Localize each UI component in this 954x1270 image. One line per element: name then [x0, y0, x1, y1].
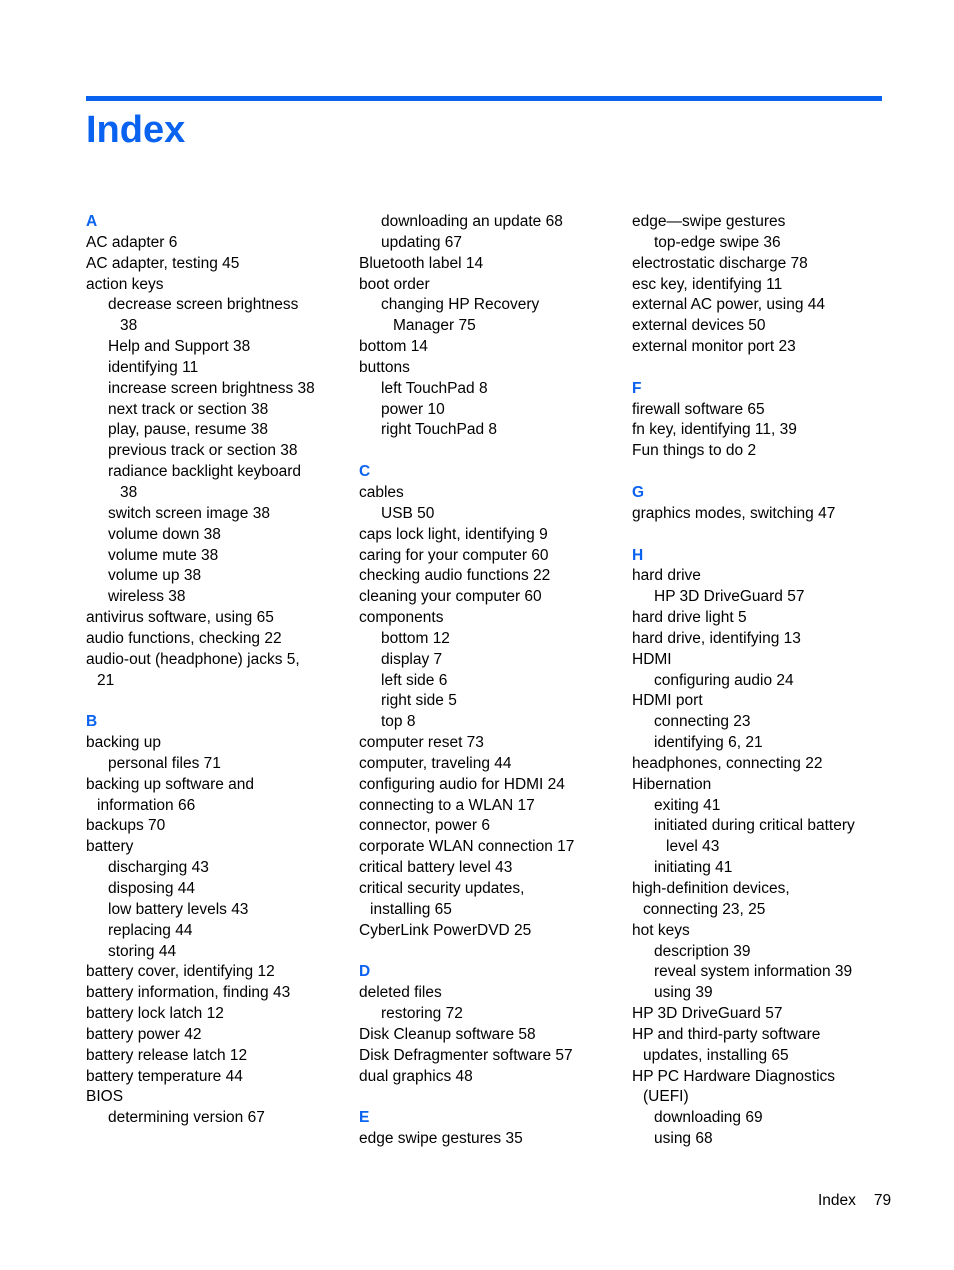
index-subentry: replacing 44 — [108, 921, 193, 939]
index-entry: battery information, finding 43 — [86, 984, 291, 1002]
section-spacer — [359, 1087, 574, 1108]
index-entry: bottom 14 — [359, 338, 428, 356]
section-letter: F — [632, 379, 642, 397]
index-entry: HP and third-party software — [632, 1025, 821, 1043]
index-subentry: 38 — [120, 483, 138, 501]
index-subentry: storing 44 — [108, 942, 177, 960]
section-spacer — [359, 942, 574, 963]
index-subentry: right side 5 — [381, 692, 457, 710]
index-subentry: low battery levels 43 — [108, 900, 249, 918]
index-subentry: downloading 69 — [654, 1109, 763, 1127]
index-column-3 — [632, 212, 855, 1150]
index-entry: critical battery level 43 — [359, 859, 513, 877]
index-subentry: volume mute 38 — [108, 546, 219, 564]
index-subentry: right TouchPad 8 — [381, 421, 498, 439]
index-subentry: description 39 — [654, 942, 751, 960]
index-entry: external monitor port 23 — [632, 338, 796, 356]
section-letter: A — [86, 213, 98, 230]
index-entry: edge swipe gestures 35 — [359, 1130, 523, 1148]
index-subentry: determining version 67 — [108, 1109, 265, 1127]
index-entry: Fun things to do 2 — [632, 442, 757, 460]
index-entry: hard drive, identifying 13 — [632, 629, 801, 647]
index-subentry: initiated during critical battery — [654, 817, 855, 835]
index-entry: corporate WLAN connection 17 — [359, 838, 575, 856]
index-entry: action keys — [86, 275, 164, 293]
index-entry: HP 3D DriveGuard 57 — [632, 1005, 783, 1023]
index-subentry: HP 3D DriveGuard 57 — [654, 588, 805, 606]
index-subentry: Manager 75 — [393, 317, 476, 335]
index-entry: backing up — [86, 734, 161, 752]
index-entry: fn key, identifying 11, 39 — [632, 421, 797, 439]
section-spacer — [359, 441, 574, 462]
index-subentry: identifying 11 — [108, 358, 199, 376]
index-entry: high-definition devices, — [632, 880, 790, 897]
index-entry: hot keys — [632, 921, 690, 939]
section-spacer — [632, 358, 855, 379]
section-spacer — [632, 462, 855, 483]
index-subentry: level 43 — [666, 838, 720, 856]
footer-label: Index — [818, 1192, 856, 1209]
index-entry: buttons — [359, 358, 410, 376]
index-subentry: exiting 41 — [654, 796, 721, 814]
index-subentry: discharging 43 — [108, 859, 209, 877]
index-subentry: 21 — [97, 671, 115, 689]
index-subentry: information 66 — [97, 796, 196, 814]
index-subentry: play, pause, resume 38 — [108, 421, 268, 439]
index-entry: HP PC Hardware Diagnostics — [632, 1067, 836, 1085]
index-entry: battery power 42 — [86, 1025, 202, 1043]
index-column-2 — [359, 212, 574, 1150]
index-entry: connector, power 6 — [359, 817, 490, 835]
index-subentry: left side 6 — [381, 671, 448, 689]
index-subentry: bottom 12 — [381, 629, 450, 647]
index-subentry: using 39 — [654, 984, 713, 1002]
index-entry: graphics modes, switching 47 — [632, 504, 836, 522]
index-entry: edge—swipe gestures — [632, 213, 786, 230]
index-entry: headphones, connecting 22 — [632, 754, 823, 772]
index-subentry: personal files 71 — [108, 754, 221, 772]
index-entry: checking audio functions 22 — [359, 567, 551, 585]
index-entry: electrostatic discharge 78 — [632, 254, 808, 272]
index-entry: firewall software 65 — [632, 400, 765, 418]
index-entry: HDMI — [632, 650, 672, 668]
index-subentry: identifying 6, 21 — [654, 734, 763, 752]
index-subentry: restoring 72 — [381, 1005, 463, 1023]
index-subentry: wireless 38 — [108, 588, 186, 606]
index-entry: Disk Cleanup software 58 — [359, 1025, 536, 1043]
index-entry: battery temperature 44 — [86, 1067, 243, 1085]
section-spacer — [632, 525, 855, 546]
index-subentry: (UEFI) — [643, 1088, 689, 1106]
index-entry: battery lock latch 12 — [86, 1005, 224, 1023]
index-subentry: configuring audio 24 — [654, 671, 794, 689]
index-subentry: next track or section 38 — [108, 400, 269, 418]
index-subentry: top 8 — [381, 713, 416, 731]
index-entry: cleaning your computer 60 — [359, 588, 542, 606]
index-subentry: downloading an update 68 — [381, 213, 563, 230]
section-letter: G — [632, 483, 645, 501]
section-letter: E — [359, 1109, 370, 1127]
page-footer — [818, 1191, 891, 1211]
index-subentry: volume down 38 — [108, 525, 221, 543]
index-entry: CyberLink PowerDVD 25 — [359, 921, 532, 939]
index-entry: battery — [86, 838, 134, 856]
index-subentry: display 7 — [381, 650, 443, 668]
index-column-1 — [86, 212, 315, 1129]
section-letter: C — [359, 463, 371, 481]
index-subentry: previous track or section 38 — [108, 442, 298, 460]
index-entry: battery release latch 12 — [86, 1046, 248, 1064]
index-subentry: connecting 23 — [654, 713, 751, 731]
index-entry: Hibernation — [632, 775, 712, 793]
index-subentry: connecting 23, 25 — [643, 900, 766, 918]
index-entry: caps lock light, identifying 9 — [359, 525, 548, 543]
index-subentry: volume up 38 — [108, 567, 202, 585]
page-title: Index — [86, 109, 186, 151]
index-subentry: updating 67 — [381, 233, 463, 251]
index-subentry: top-edge swipe 36 — [654, 233, 781, 251]
index-entry: external AC power, using 44 — [632, 296, 826, 314]
index-entry: BIOS — [86, 1088, 124, 1106]
index-entry: hard drive light 5 — [632, 609, 747, 627]
index-subentry: left TouchPad 8 — [381, 379, 488, 397]
index-entry: battery cover, identifying 12 — [86, 963, 275, 981]
index-entry: cables — [359, 483, 404, 501]
index-entry: esc key, identifying 11 — [632, 275, 783, 293]
index-subentry: installing 65 — [370, 900, 452, 918]
index-entry: dual graphics 48 — [359, 1067, 473, 1085]
section-letter: B — [86, 713, 98, 731]
header-rule — [86, 96, 882, 101]
page-number: 79 — [873, 1192, 892, 1209]
index-entry: external devices 50 — [632, 317, 766, 335]
index-subentry: using 68 — [654, 1130, 713, 1148]
index-entry: boot order — [359, 275, 430, 293]
index-subentry: changing HP Recovery — [381, 296, 540, 314]
index-entry: audio functions, checking 22 — [86, 629, 282, 647]
index-subentry: USB 50 — [381, 504, 435, 522]
index-entry: antivirus software, using 65 — [86, 609, 274, 627]
index-entry: Disk Defragmenter software 57 — [359, 1046, 573, 1064]
index-subentry: 38 — [120, 317, 138, 335]
index-subentry: Help and Support 38 — [108, 338, 251, 356]
index-entry: configuring audio for HDMI 24 — [359, 775, 565, 793]
index-entry: computer reset 73 — [359, 734, 484, 752]
index-entry: hard drive — [632, 567, 701, 585]
index-entry: computer, traveling 44 — [359, 754, 512, 772]
index-entry: audio-out (headphone) jacks 5, — [86, 650, 300, 668]
index-entry: critical security updates, — [359, 880, 525, 897]
index-entry: components — [359, 609, 444, 627]
index-subentry: initiating 41 — [654, 859, 733, 877]
index-subentry: radiance backlight keyboard — [108, 463, 302, 481]
section-letter: H — [632, 546, 644, 564]
index-entry: HDMI port — [632, 692, 703, 710]
index-entry: backing up software and — [86, 775, 255, 793]
index-entry: AC adapter 6 — [86, 233, 178, 251]
index-subentry: power 10 — [381, 400, 445, 418]
section-letter: D — [359, 963, 371, 981]
index-entry: AC adapter, testing 45 — [86, 254, 240, 272]
index-subentry: disposing 44 — [108, 880, 196, 897]
index-entry: Bluetooth label 14 — [359, 254, 484, 272]
index-entry: caring for your computer 60 — [359, 546, 549, 564]
index-subentry: decrease screen brightness — [108, 296, 299, 314]
index-subentry: switch screen image 38 — [108, 504, 270, 522]
index-subentry: reveal system information 39 — [654, 963, 853, 981]
index-entry: connecting to a WLAN 17 — [359, 796, 535, 814]
index-entry: deleted files — [359, 984, 442, 1002]
index-entry: backups 70 — [86, 817, 166, 835]
section-spacer — [86, 691, 315, 712]
index-subentry: updates, installing 65 — [643, 1046, 789, 1064]
index-subentry: increase screen brightness 38 — [108, 379, 315, 397]
